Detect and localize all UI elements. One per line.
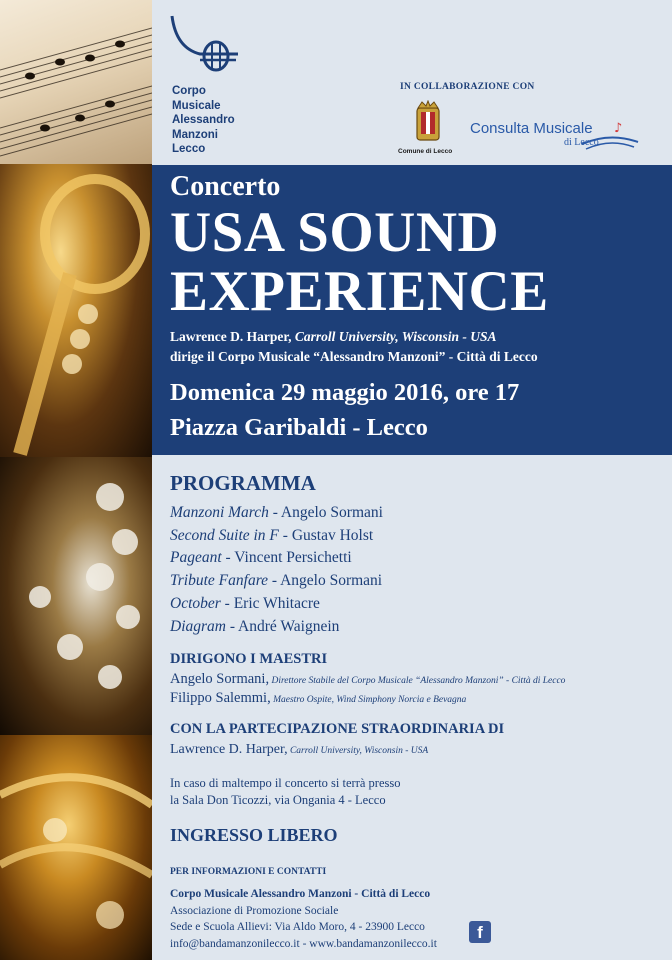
event-title-line-2: EXPERIENCE	[170, 260, 549, 323]
contacts-heading: PER INFORMAZIONI E CONTATTI	[170, 867, 327, 877]
program-item: Pageant - Vincent Persichetti	[170, 549, 352, 567]
svg-text:♪: ♪	[614, 122, 623, 136]
directors-heading: DIRIGONO I MAESTRI	[170, 651, 328, 667]
contact-line-1: Corpo Musicale Alessandro Manzoni - Città di Lecco	[170, 888, 431, 900]
saxophone-keys-photo	[0, 457, 152, 735]
conductor-info	[170, 327, 538, 367]
program-item: Second Suite in F - Gustav Holst	[170, 526, 374, 544]
guest-heading: CON LA PARTECIPAZIONE STRAORDINARIA DI	[170, 721, 505, 737]
sheet-music-photo	[0, 0, 152, 164]
title-band	[152, 165, 672, 455]
organization-name	[172, 84, 235, 157]
contact-line-2: Associazione di Promozione Sociale	[170, 904, 339, 917]
director-1: Angelo Sormani, Direttore Stabile del Corpo Musicale “Alessandro Manzoni” - Città di Lecco	[170, 671, 566, 687]
conductor-line-2: dirige il Corpo Musicale “Alessandro Manzoni” - Città di Lecco	[170, 349, 538, 364]
free-entry-label: INGRESSO LIBERO	[170, 825, 338, 845]
program-item: Tribute Fanfare - Angelo Sormani	[170, 572, 383, 590]
sheet-music-lines	[0, 0, 152, 164]
event-title-line-1: USA SOUND	[170, 201, 500, 264]
program-item: October - Eric Whitacre	[170, 594, 320, 612]
header	[152, 0, 672, 165]
brass-shape	[0, 735, 152, 960]
org-line-3: Alessandro	[172, 114, 235, 126]
contact-line-4: info@bandamanzonilecco.it - www.bandamanzonilecco.it	[170, 937, 437, 950]
contact-line-3: Sede e Scuola Allievi: Via Aldo Moro, 4 - 23900 Lecco	[170, 921, 425, 933]
consulta-wave-icon	[580, 122, 640, 154]
details-section	[152, 455, 672, 960]
collaboration-label: IN COLLABORAZIONE CON	[400, 82, 535, 92]
sax-keys-shape	[0, 457, 152, 735]
horn-logo-icon	[170, 14, 242, 76]
rain-line-2: la Sala Don Ticozzi, via Ongania 4 - Lecco	[170, 793, 386, 807]
facebook-icon[interactable]: f	[469, 921, 491, 943]
conductor-affiliation: Carroll University, Wisconsin - USA	[294, 329, 497, 344]
event-date: Domenica 29 maggio 2016, ore 17	[170, 379, 520, 406]
trumpet-shape	[0, 164, 152, 457]
consulta-name: Consulta Musicale	[470, 120, 593, 137]
program-item: Diagram - André Waignein	[170, 617, 340, 635]
event-place: Piazza Garibaldi - Lecco	[170, 414, 428, 441]
concerto-label: Concerto	[170, 171, 281, 202]
director-2: Filippo Salemmi, Maestro Ospite, Wind Simphony Norcia e Bevagna	[170, 690, 467, 706]
brass-instruments-photo	[0, 735, 152, 960]
org-line-1: Corpo	[172, 85, 206, 97]
program-list	[170, 502, 383, 638]
org-line-4: Manzoni	[172, 128, 218, 141]
city-crest-icon	[414, 100, 442, 146]
contacts-info	[170, 886, 437, 952]
org-line-5: Lecco	[172, 143, 206, 155]
comune-label: Comune di Lecco	[398, 148, 453, 155]
conductor-name: Lawrence D. Harper,	[170, 329, 292, 344]
program-heading: PROGRAMMA	[170, 471, 316, 495]
org-line-2: Musicale	[172, 99, 221, 112]
consulta-subtitle: di Lecco	[564, 137, 599, 148]
trumpet-photo	[0, 164, 152, 457]
program-item: Manzoni March - Angelo Sormani	[170, 504, 383, 521]
guest-line: Lawrence D. Harper, Carroll University, Wisconsin - USA	[170, 742, 429, 757]
rain-line-1: In caso di maltempo il concerto si terrà presso	[170, 776, 401, 790]
bad-weather-note	[170, 775, 400, 809]
